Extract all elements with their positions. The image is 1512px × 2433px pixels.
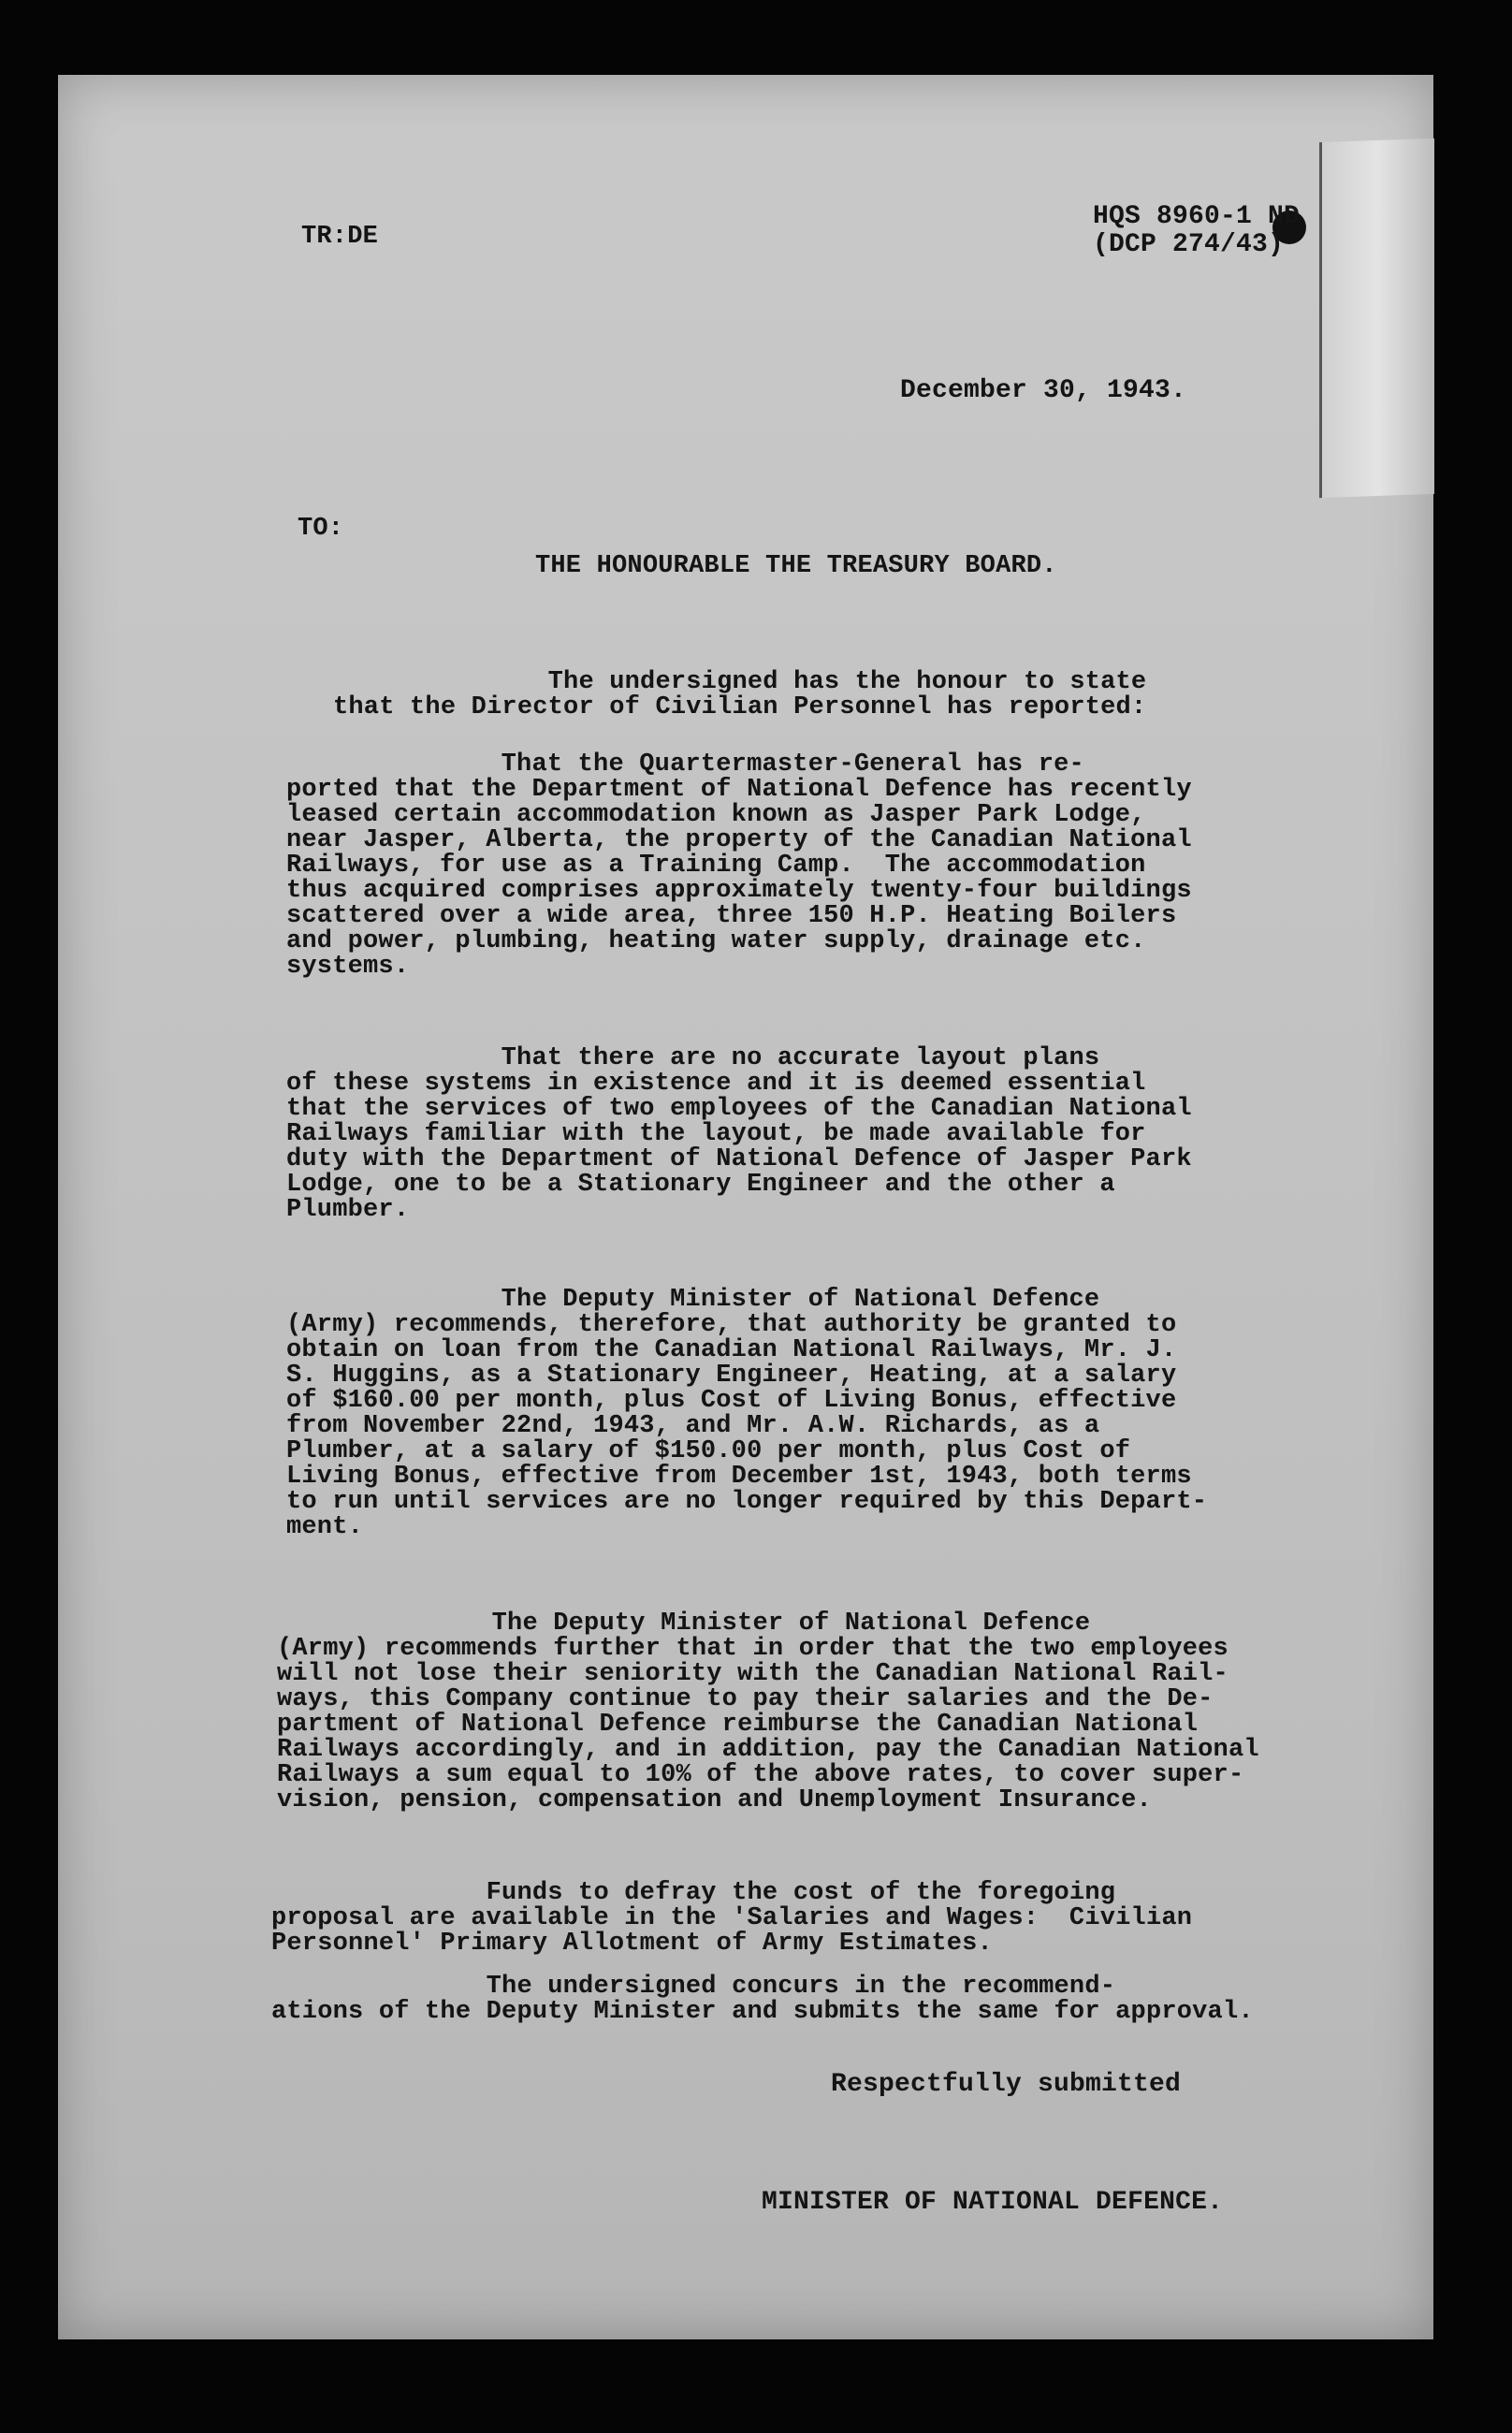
paragraph-2-line: That the Quartermaster-General has re- bbox=[286, 750, 1084, 779]
paragraph-4-line: S. Huggins, as a Stationary Engineer, Heating, at a salary bbox=[286, 1362, 1177, 1390]
paragraph-2-line: systems. bbox=[286, 953, 410, 981]
paragraph-3-line: that the services of two employees of the Canadian National bbox=[286, 1095, 1192, 1123]
paragraph-4-line: ment. bbox=[286, 1513, 364, 1541]
paragraph-6-line: proposal are available in the 'Salaries and Wages: Civilian bbox=[271, 1904, 1193, 1932]
paragraph-5-line: will not lose their seniority with the Canadian National Rail- bbox=[277, 1660, 1228, 1688]
paragraph-5-line: ways, this Company continue to pay their salaries and the De- bbox=[277, 1685, 1214, 1713]
paragraph-4-line: from November 22nd, 1943, and Mr. A.W. Richards, as a bbox=[286, 1412, 1100, 1440]
paragraph-5-line: partment of National Defence reimburse the Canadian National bbox=[277, 1711, 1199, 1739]
left-reference: TR:DE bbox=[301, 223, 379, 251]
paragraph-2-line: ported that the Department of National Defence has recently bbox=[286, 776, 1192, 804]
paragraph-2-line: near Jasper, Alberta, the property of the Canadian National bbox=[286, 826, 1192, 854]
closing: Respectfully submitted bbox=[831, 2070, 1182, 2099]
paragraph-3-line: of these systems in existence and it is deemed essential bbox=[286, 1070, 1146, 1098]
paragraph-1-line: The undersigned has the honour to state bbox=[333, 668, 1147, 696]
paragraph-6-line: Personnel' Primary Allotment of Army Estimates. bbox=[271, 1930, 993, 1958]
signature-block: MINISTER OF NATIONAL DEFENCE. bbox=[762, 2188, 1224, 2217]
paragraph-3-line: Railways familiar with the layout, be made available for bbox=[286, 1120, 1146, 1148]
paragraph-3-line: Plumber. bbox=[286, 1196, 410, 1224]
paragraph-4-line: Living Bonus, effective from December 1st, 1943, both terms bbox=[286, 1463, 1192, 1491]
paragraph-7-line: ations of the Deputy Minister and submits the same for approval. bbox=[271, 1998, 1254, 2026]
paragraph-5-line: The Deputy Minister of National Defence bbox=[277, 1610, 1091, 1638]
paragraph-2-line: leased certain accommodation known as Jasper Park Lodge, bbox=[286, 801, 1146, 829]
paragraph-2-line: and power, plumbing, heating water supply, drainage etc. bbox=[286, 927, 1146, 955]
paragraph-4-line: The Deputy Minister of National Defence bbox=[286, 1286, 1100, 1314]
addressee: THE HONOURABLE THE TREASURY BOARD. bbox=[535, 552, 1057, 580]
paragraph-4-line: obtain on loan from the Canadian National Railways, Mr. J. bbox=[286, 1336, 1177, 1364]
paper-tab-edge bbox=[1319, 138, 1434, 498]
letter-date: December 30, 1943. bbox=[900, 376, 1187, 405]
paragraph-5-line: Railways accordingly, and in addition, pay the Canadian National bbox=[277, 1736, 1259, 1764]
paragraph-4-line: to run until services are no longer required by this Depart- bbox=[286, 1488, 1208, 1516]
paragraph-3-line: duty with the Department of National Defence of Jasper Park bbox=[286, 1145, 1192, 1173]
paragraph-2-line: Railways, for use as a Training Camp. The accommodation bbox=[286, 852, 1146, 880]
file-reference-line-1: HQS 8960-1 ND bbox=[1093, 202, 1301, 231]
paragraph-5-line: (Army) recommends further that in order that the two employees bbox=[277, 1635, 1228, 1663]
paragraph-6-line: Funds to defray the cost of the foregoing bbox=[271, 1879, 1116, 1907]
paragraph-2-line: scattered over a wide area, three 150 H.P. Heating Boilers bbox=[286, 902, 1177, 930]
paragraph-2-line: thus acquired comprises approximately twenty-four buildings bbox=[286, 877, 1192, 905]
paragraph-3-line: That there are no accurate layout plans bbox=[286, 1044, 1100, 1072]
paragraph-5-line: Railways a sum equal to 10% of the above rates, to cover super- bbox=[277, 1761, 1244, 1789]
paragraph-7-line: The undersigned concurs in the recommend- bbox=[271, 1973, 1116, 2001]
file-reference-line-2: (DCP 274/43) bbox=[1093, 230, 1285, 259]
addressee-label: TO: bbox=[298, 515, 344, 543]
paragraph-4-line: (Army) recommends, therefore, that authority be granted to bbox=[286, 1311, 1177, 1339]
paragraph-1-line: that the Director of Civilian Personnel has reported: bbox=[333, 693, 1147, 721]
paragraph-4-line: of $160.00 per month, plus Cost of Living Bonus, effective bbox=[286, 1387, 1177, 1415]
paragraph-4-line: Plumber, at a salary of $150.00 per month, plus Cost of bbox=[286, 1437, 1131, 1465]
paragraph-3-line: Lodge, one to be a Stationary Engineer and the other a bbox=[286, 1171, 1115, 1199]
paragraph-5-line: vision, pension, compensation and Unemployment Insurance. bbox=[277, 1786, 1152, 1814]
